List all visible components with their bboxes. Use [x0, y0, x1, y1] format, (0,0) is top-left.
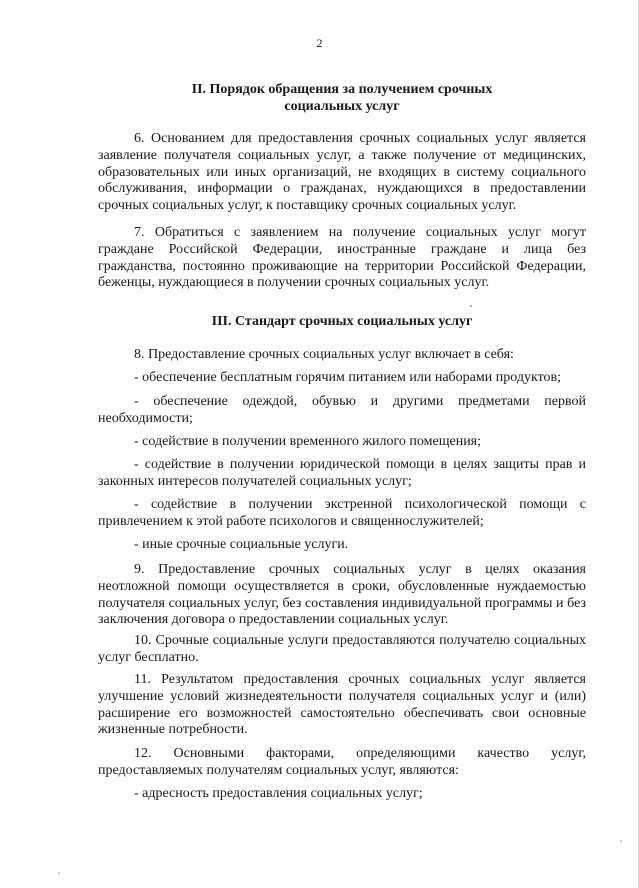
- paragraph-7-text: 7. Обратиться с заявлением на получение социальных услуг могут граждане Российской Федерации, иностранные граждане и лица без гражданства, постоянно проживающие на территории Российской Федерации, беженцы, нуждающиеся в получении срочных социальных услуг.: [98, 225, 586, 291]
- list-item: [98, 497, 586, 531]
- paragraph-10: [98, 633, 586, 667]
- list-item: [98, 370, 586, 387]
- list-item: [98, 786, 586, 803]
- paragraph-6-text: 6. Основанием для предоставления срочных социальных услуг является заявление получателя социальных услуг, а также получение от медицинских, образовательных или иных организаций, не входящих в систему социального обслуживания, информации о гражданах, нуждающихся в предоставлении срочных социальных услуг, к поставщику срочных социальных услуг.: [98, 131, 586, 214]
- scan-speck: [620, 840, 622, 842]
- list-item: [98, 394, 586, 428]
- paragraph-6: [98, 131, 586, 215]
- paragraph-9: [98, 562, 586, 629]
- section-2-title: [98, 81, 586, 115]
- paragraph-10-text: 10. Срочные социальные услуги предоставляются получателю социальных услуг бесплатно.: [98, 633, 586, 665]
- paragraph-12-text: 12. Основными факторами, определяющими качество услуг, предоставляемых получателям социальных услуг, являются:: [98, 746, 586, 778]
- list-item: [98, 457, 586, 491]
- paragraph-8-text: 8. Предоставление срочных социальных услуг включает в себя:: [134, 347, 514, 362]
- paragraph-11-text: 11. Результатом предоставления срочных социальных услуг является улучшение условий жизнедеятельности получателя социальных услуг и (или) расширение его возможностей самостоятельно обеспечивать свои основные жизненные потребности.: [98, 672, 586, 738]
- list-item-text: - содействие в получении юридической помощи в целях защиты прав и законных интересов получателей социальных услуг;: [98, 457, 586, 489]
- list-item-text: - обеспечение одеждой, обувью и другими предметами первой необходимости;: [98, 394, 586, 426]
- paragraph-12: [98, 746, 586, 780]
- list-item: [98, 537, 586, 554]
- list-item-text: - обеспечение бесплатным горячим питанием или наборами продуктов;: [134, 370, 562, 385]
- paragraph-11: [98, 672, 586, 739]
- section-3-title: III. Стандарт срочных социальных услуг: [211, 314, 473, 329]
- page-number: 2: [316, 36, 323, 50]
- paragraph-7: [98, 225, 586, 292]
- scan-speck: [470, 305, 472, 307]
- list-item-text: - адресность предоставления социальных услуг;: [134, 786, 423, 801]
- list-item-text: - содействие в получении временного жилого помещения;: [134, 434, 482, 449]
- paragraph-9-text: 9. Предоставление срочных социальных услуг в целях оказания неотложной помощи осуществляется в сроки, обусловленные нуждаемостью получателя социальных услуг, без составления индивидуальной программы и без заключения договора о предоставлении социальных услуг.: [98, 562, 586, 628]
- paragraph-8: [98, 347, 586, 364]
- list-item: [98, 434, 586, 451]
- list-item-text: - иные срочные социальные услуги.: [134, 537, 349, 552]
- scan-speck: [58, 872, 60, 874]
- list-item-text: - содействие в получении экстренной психологической помощи с привлечением к этой работе психологов и священнослужителей;: [98, 497, 586, 529]
- section-2-title-line1: II. Порядок обращения за получением срочных: [191, 82, 493, 97]
- section-2-title-line2: социальных услуг: [284, 99, 400, 114]
